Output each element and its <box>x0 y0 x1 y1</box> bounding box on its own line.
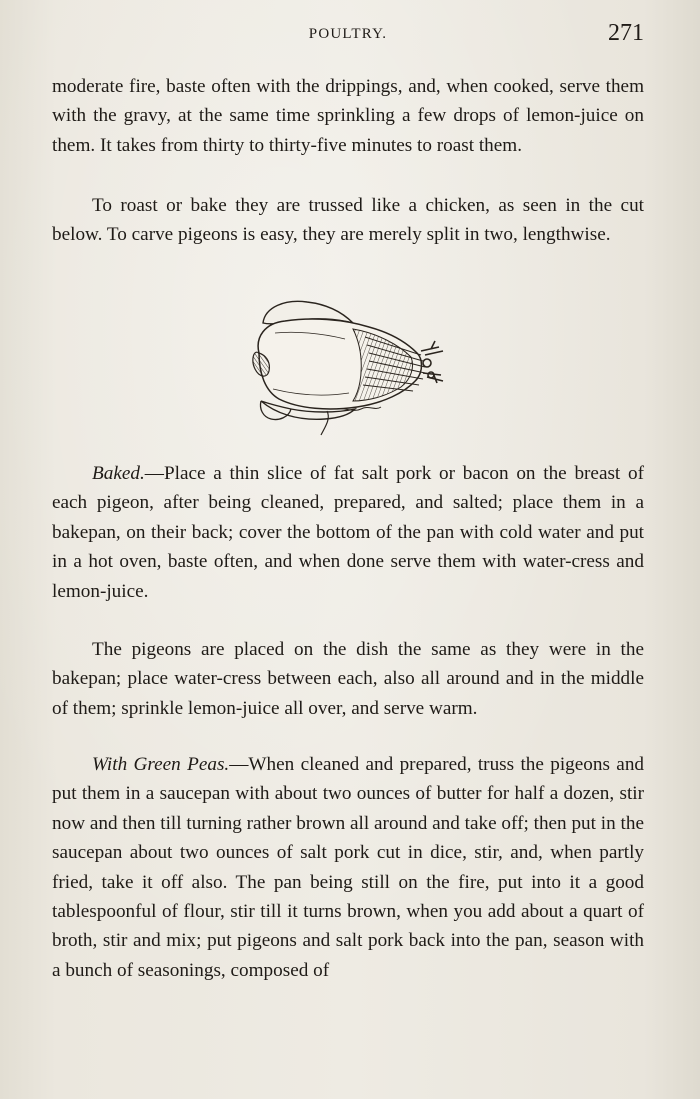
paragraph-baked <box>52 459 644 606</box>
running-head: POULTRY. <box>308 26 388 42</box>
paragraph-text <box>52 459 644 606</box>
trussed-pigeon-engraving-icon <box>245 293 455 443</box>
page-number: 271 <box>608 20 644 46</box>
recipe-body-green-peas: —When cleaned and prepared, truss the pigeons and put them in a saucepan with about two ounces of butter for half a dozen, stir now and then till turning rather brown all around and take off; then put in the saucepan about two ounces of salt pork cut in dice, stir, and, when partly fried, take it off also. The pan being still on the fire, put into it a good tablespoonful of flour, stir till it turns brown, when you add about a quart of broth, stir and mix; put pigeons and salt pork back into the pan, season with a bunch of seasonings, composed of <box>52 754 645 981</box>
page-header <box>52 20 644 50</box>
recipe-heading-green-peas: With Green Peas. <box>92 754 230 775</box>
trussed-pigeon-illustration <box>245 293 455 443</box>
paragraph-text: To roast or bake they are trussed like a chicken, as seen in the cut below. To carve pigeons is easy, they are merely split in two, lengthwise. <box>52 195 644 246</box>
paragraph-trussing <box>52 191 644 250</box>
paragraph-green-peas <box>52 750 644 985</box>
paragraph-text: The pigeons are placed on the dish the same as they were in the bakepan; place water-cress between each, also all around and in the middle of them; sprinkle lemon-juice all over, and serve warm. <box>52 639 644 719</box>
paragraph-text <box>52 750 644 985</box>
recipe-heading-baked: Baked. <box>92 463 145 484</box>
paragraph-serving <box>52 635 644 723</box>
paragraph-roast-continuation <box>52 72 644 160</box>
recipe-body-baked: —Place a thin slice of fat salt pork or bacon on the breast of each pigeon, after being cleaned, prepared, and salted; place them in a bakepan, on their back; cover the bottom of the pan with cold water and put in a hot oven, baste often, and when done serve them with water-cress and lemon-juice. <box>52 463 644 602</box>
paragraph-text: moderate fire, baste often with the drippings, and, when cooked, serve them with the gravy, at the same time sprinkling a few drops of lemon-juice on them. It takes from thirty to thirty-five minutes to roast them. <box>52 76 644 156</box>
